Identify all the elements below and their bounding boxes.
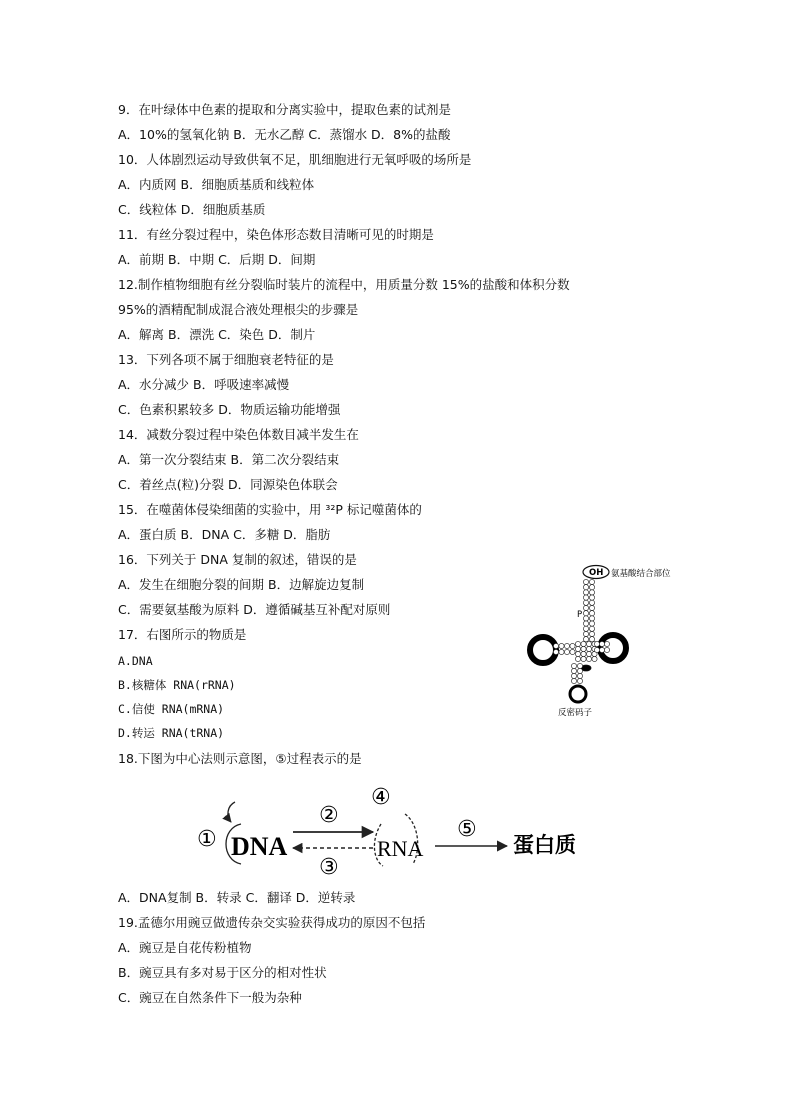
nucleotide-bead — [575, 641, 580, 646]
nucleotide-bead — [589, 626, 594, 631]
question-11-stem: 11．有丝分裂过程中，染色体形态数目清晰可见的时期是 — [118, 227, 434, 242]
question-12-options: A．解离 B．漂洗 C．染色 D．制片 — [118, 327, 316, 342]
nucleotide-bead — [575, 656, 580, 661]
nucleotide-bead — [589, 637, 594, 642]
dna-self-arrowhead — [228, 802, 235, 822]
dna-label: DNA — [231, 832, 288, 861]
nucleotide-bead — [586, 641, 591, 646]
anticodon-loop — [570, 686, 586, 702]
nucleotide-bead — [575, 651, 580, 656]
nucleotide-bead — [592, 656, 597, 661]
nucleotide-bead — [583, 600, 588, 605]
nucleotide-bead — [571, 668, 576, 673]
nucleotide-bead — [583, 611, 588, 616]
question-16-options-2: C．需要氨基酸为原料 D．遵循碱基互补配对原则 — [118, 602, 391, 617]
nucleotide-bead — [589, 631, 594, 636]
question-18-stem: 18.下图为中心法则示意图，⑤过程表示的是 — [118, 751, 362, 766]
question-9-stem: 9．在叶绿体中色素的提取和分离实验中，提取色素的试剂是 — [118, 102, 451, 117]
nucleotide-bead — [583, 585, 588, 590]
nucleotide-bead — [586, 651, 591, 656]
rna-label: RNA — [377, 836, 424, 861]
question-16-stem: 16．下列关于 DNA 复制的叙述，错误的是 — [118, 552, 357, 567]
question-15-options: A．蛋白质 B．DNA C．多糖 D．脂肪 — [118, 527, 331, 542]
question-10-stem: 10．人体剧烈运动导致供氧不足，肌细胞进行无氧呼吸的场所是 — [118, 152, 472, 167]
central-dogma-figure — [195, 780, 595, 880]
nucleotide-bead — [553, 649, 558, 654]
nucleotide-bead — [581, 651, 586, 656]
question-12-stem-2: 95%的酒精配制成混合液处理根尖的步骤是 — [118, 302, 359, 317]
nucleotide-bead — [577, 673, 582, 678]
nucleotide-bead — [583, 595, 588, 600]
question-17-option-d: D.转运 RNA(tRNA) — [118, 726, 225, 740]
p-label: P — [577, 610, 583, 620]
nucleotide-bead — [604, 641, 609, 646]
label-1: ① — [197, 827, 217, 852]
nucleotide-bead — [586, 646, 591, 651]
d-loop — [530, 637, 556, 663]
trna-beads — [553, 579, 609, 683]
nucleotide-bead — [577, 678, 582, 683]
question-17-option-c: C.信使 RNA(mRNA) — [118, 702, 225, 716]
nucleotide-bead — [583, 626, 588, 631]
question-10-options-2: C．线粒体 D．细胞质基质 — [118, 202, 266, 217]
nucleotide-bead — [553, 643, 558, 648]
nucleotide-bead — [583, 579, 588, 584]
nucleotide-bead — [583, 637, 588, 642]
nucleotide-bead — [559, 649, 564, 654]
nucleotide-bead — [604, 647, 609, 652]
nucleotide-bead — [589, 621, 594, 626]
nucleotide-bead — [583, 605, 588, 610]
question-13-options-1: A．水分减少 B．呼吸速率减慢 — [118, 377, 290, 392]
nucleotide-bead — [571, 673, 576, 678]
question-15-stem: 15．在噬菌体侵染细菌的实验中，用 ³²P 标记噬菌体的 — [118, 502, 422, 517]
nucleotide-bead — [583, 621, 588, 626]
nucleotide-bead — [589, 616, 594, 621]
question-17-option-a: A.DNA — [118, 654, 153, 668]
nucleotide-bead — [570, 649, 575, 654]
question-9-options: A．10%的氢氧化钠 B．无水乙醇 C．蒸馏水 D．8%的盐酸 — [118, 127, 451, 142]
label-2: ② — [319, 803, 339, 828]
nucleotide-bead — [594, 641, 599, 646]
oh-label: OH — [589, 568, 604, 578]
nucleotide-bead — [589, 605, 594, 610]
nucleotide-bead — [577, 663, 582, 668]
nucleotide-bead — [583, 631, 588, 636]
question-13-stem: 13．下列各项不属于细胞衰老特征的是 — [118, 352, 334, 367]
nucleotide-bead — [564, 643, 569, 648]
nucleotide-bead — [564, 649, 569, 654]
question-13-options-2: C．色素积累较多 D．物质运输功能增强 — [118, 402, 341, 417]
label-3: ③ — [319, 855, 339, 880]
nucleotide-bead — [575, 646, 580, 651]
nucleotide-bead — [586, 656, 591, 661]
nucleotide-bead — [559, 643, 564, 648]
nucleotide-bead — [589, 600, 594, 605]
question-19-option-a: A．豌豆是自花传粉植物 — [118, 940, 252, 955]
amino-acid-site-label: 氨基酸结合部位 — [611, 569, 671, 579]
nucleotide-bead — [589, 590, 594, 595]
label-4: ④ — [371, 785, 391, 810]
nucleotide-bead — [583, 616, 588, 621]
trna-figure — [522, 562, 702, 722]
nucleotide-bead — [577, 668, 582, 673]
nucleotide-bead — [583, 590, 588, 595]
question-14-stem: 14．减数分裂过程中染色体数目减半发生在 — [118, 427, 359, 442]
question-17-option-b: B.核糖体 RNA(rRNA) — [118, 678, 236, 692]
question-10-options-1: A．内质网 B．细胞质基质和线粒体 — [118, 177, 315, 192]
question-16-options-1: A．发生在细胞分裂的间期 B．边解旋边复制 — [118, 577, 365, 592]
question-14-options-2: C．着丝点(粒)分裂 D．同源染色体联会 — [118, 477, 338, 492]
question-17-stem: 17．右图所示的物质是 — [118, 627, 247, 642]
anticodon-label: 反密码子 — [558, 708, 593, 718]
question-19-stem: 19.孟德尔用豌豆做遗传杂交实验获得成功的原因不包括 — [118, 915, 426, 930]
nucleotide-bead — [571, 663, 576, 668]
nucleotide-bead — [581, 641, 586, 646]
label-5: ⑤ — [457, 817, 477, 842]
nucleotide-bead — [581, 646, 586, 651]
nucleotide-bead — [570, 643, 575, 648]
protein-label: 蛋白质 — [513, 833, 576, 857]
nucleotide-bead — [571, 678, 576, 683]
nucleotide-bead — [589, 595, 594, 600]
nucleotide-bead — [594, 647, 599, 652]
nucleotide-bead — [589, 579, 594, 584]
question-14-options-1: A．第一次分裂结束 B．第二次分裂结束 — [118, 452, 340, 467]
question-11-options: A．前期 B．中期 C．后期 D．间期 — [118, 252, 316, 267]
question-18-options: A．DNA复制 B．转录 C．翻译 D．逆转录 — [118, 890, 356, 905]
nucleotide-bead — [581, 656, 586, 661]
nucleotide-bead — [599, 641, 604, 646]
nucleotide-bead — [589, 585, 594, 590]
nucleotide-bead — [599, 647, 604, 652]
question-19-option-b: B．豌豆具有多对易于区分的相对性状 — [118, 965, 327, 980]
question-19-option-c: C．豌豆在自然条件下一般为杂种 — [118, 990, 302, 1005]
nucleotide-bead — [589, 611, 594, 616]
question-12-stem-1: 12.制作植物细胞有丝分裂临时装片的流程中，用质量分数 15%的盐酸和体积分数 — [118, 277, 570, 292]
